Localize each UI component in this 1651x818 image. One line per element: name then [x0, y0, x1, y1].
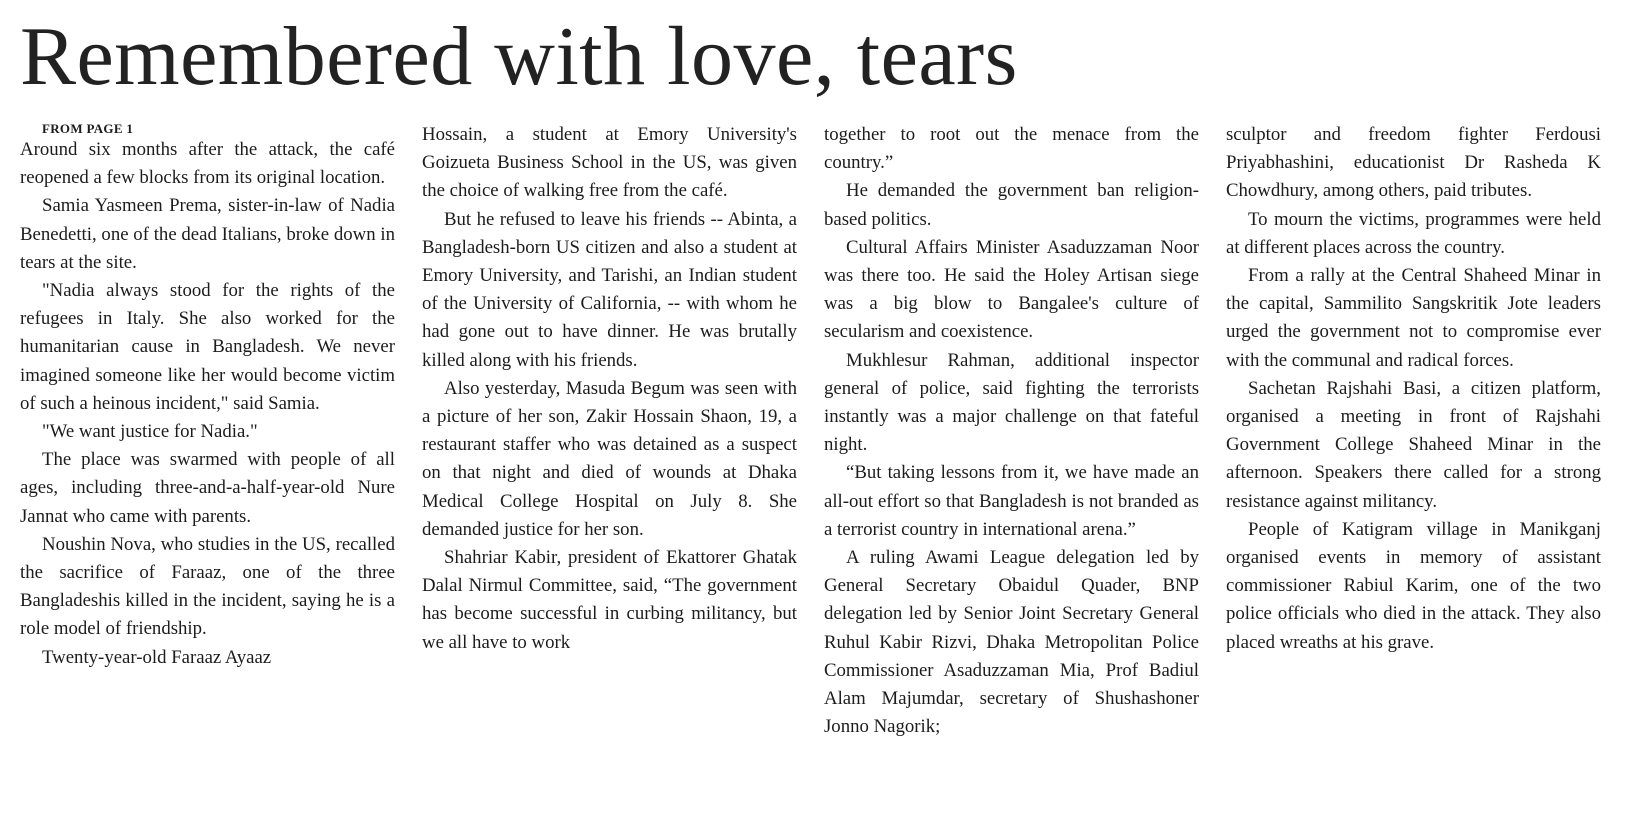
paragraph: Noushin Nova, who studies in the US, recalled the sacrifice of Faraaz, one of the three Bangladeshis killed in the incident, saying he is a role model of friendship. [20, 533, 395, 640]
paragraph: sculptor and freedom fighter Ferdousi Priyabhashini, educationist Dr Rasheda K Chowdhury, among others, paid tributes. [1226, 124, 1601, 202]
article-column-1 [20, 121, 395, 741]
paragraph: “But taking lessons from it, we have made an all-out effort so that Bangladesh is not branded as a terrorist country in international arena.” [824, 462, 1199, 540]
paragraph: The place was swarmed with people of all ages, including three-and-a-half-year-old Nure Jannat who came with parents. [20, 449, 395, 527]
paragraph: He demanded the government ban religion-based politics. [824, 180, 1199, 230]
continuation-kicker: FROM PAGE 1 [42, 121, 134, 136]
paragraph: Mukhlesur Rahman, additional inspector general of police, said fighting the terrorists instantly was a major challenge on that fateful night. [824, 349, 1199, 456]
paragraph: But he refused to leave his friends -- Abinta, a Bangladesh-born US citizen and also a student at Emory University, and Tarishi, an Indian student of the University of California, -- with whom he had gone out to have dinner. He was brutally killed along with his friends. [422, 208, 797, 371]
paragraph: People of Katigram village in Manikganj organised events in memory of assistant commissioner Rabiul Karim, one of the two police officials who died in the attack. They also placed wreaths at his grave. [1226, 518, 1601, 653]
paragraph: Shahriar Kabir, president of Ekattorer Ghatak Dalal Nirmul Committee, said, “The government has become successful in curbing militancy, but we all have to work [422, 547, 797, 653]
headline: Remembered with love, tears [20, 10, 1018, 103]
paragraph: Also yesterday, Masuda Begum was seen with a picture of her son, Zakir Hossain Shaon, 19, a restaurant staffer who was detained as a suspect on that night and died of wounds at Dhaka Medical College Hospital on July 8. She demanded justice for her son. [422, 377, 797, 540]
article-body [20, 121, 1601, 741]
paragraph: A ruling Awami League delegation led by General Secretary Obaidul Quader, BNP delegation led by Senior Joint Secretary General Ruhul Kabir Rizvi, Dhaka Metropolitan Police Commissioner Asaduzzaman Mia, Prof Badiul Alam Majumdar, secretary of Shushashoner Jonno Nagorik; [824, 547, 1199, 738]
paragraph: Twenty-year-old Faraaz Ayaaz [42, 646, 272, 668]
article-column-3 [824, 121, 1199, 741]
article-column-2 [422, 121, 797, 741]
article-column-4 [1226, 121, 1601, 741]
paragraph: Around six months after the attack, the café reopened a few blocks from its original location. [20, 139, 395, 189]
paragraph: together to root out the menace from the country.” [824, 124, 1199, 174]
paragraph: "We want justice for Nadia." [42, 421, 258, 443]
paragraph: "Nadia always stood for the rights of the refugees in Italy. She also worked for the humanitarian cause in Bangladesh. We never imagined someone like her would become victim of such a heinous incident," said Samia. [20, 280, 395, 414]
paragraph: Sachetan Rajshahi Basi, a citizen platform, organised a meeting in front of Rajshahi Government College Shaheed Minar in the afternoon. Speakers there called for a strong resistance against militancy. [1226, 377, 1601, 512]
paragraph: From a rally at the Central Shaheed Minar in the capital, Sammilito Sangskritik Jote leaders urged the government not to compromise ever with the communal and radical forces. [1226, 265, 1601, 371]
paragraph: Samia Yasmeen Prema, sister-in-law of Nadia Benedetti, one of the dead Italians, broke down in tears at the site. [20, 195, 395, 273]
paragraph: Cultural Affairs Minister Asaduzzaman Noor was there too. He said the Holey Artisan siege was a big blow to Bangalee's culture of secularism and coexistence. [824, 236, 1199, 343]
paragraph: Hossain, a student at Emory University's Goizueta Business School in the US, was given the choice of walking free from the café. [422, 124, 797, 202]
paragraph: To mourn the victims, programmes were held at different places across the country. [1226, 208, 1601, 258]
